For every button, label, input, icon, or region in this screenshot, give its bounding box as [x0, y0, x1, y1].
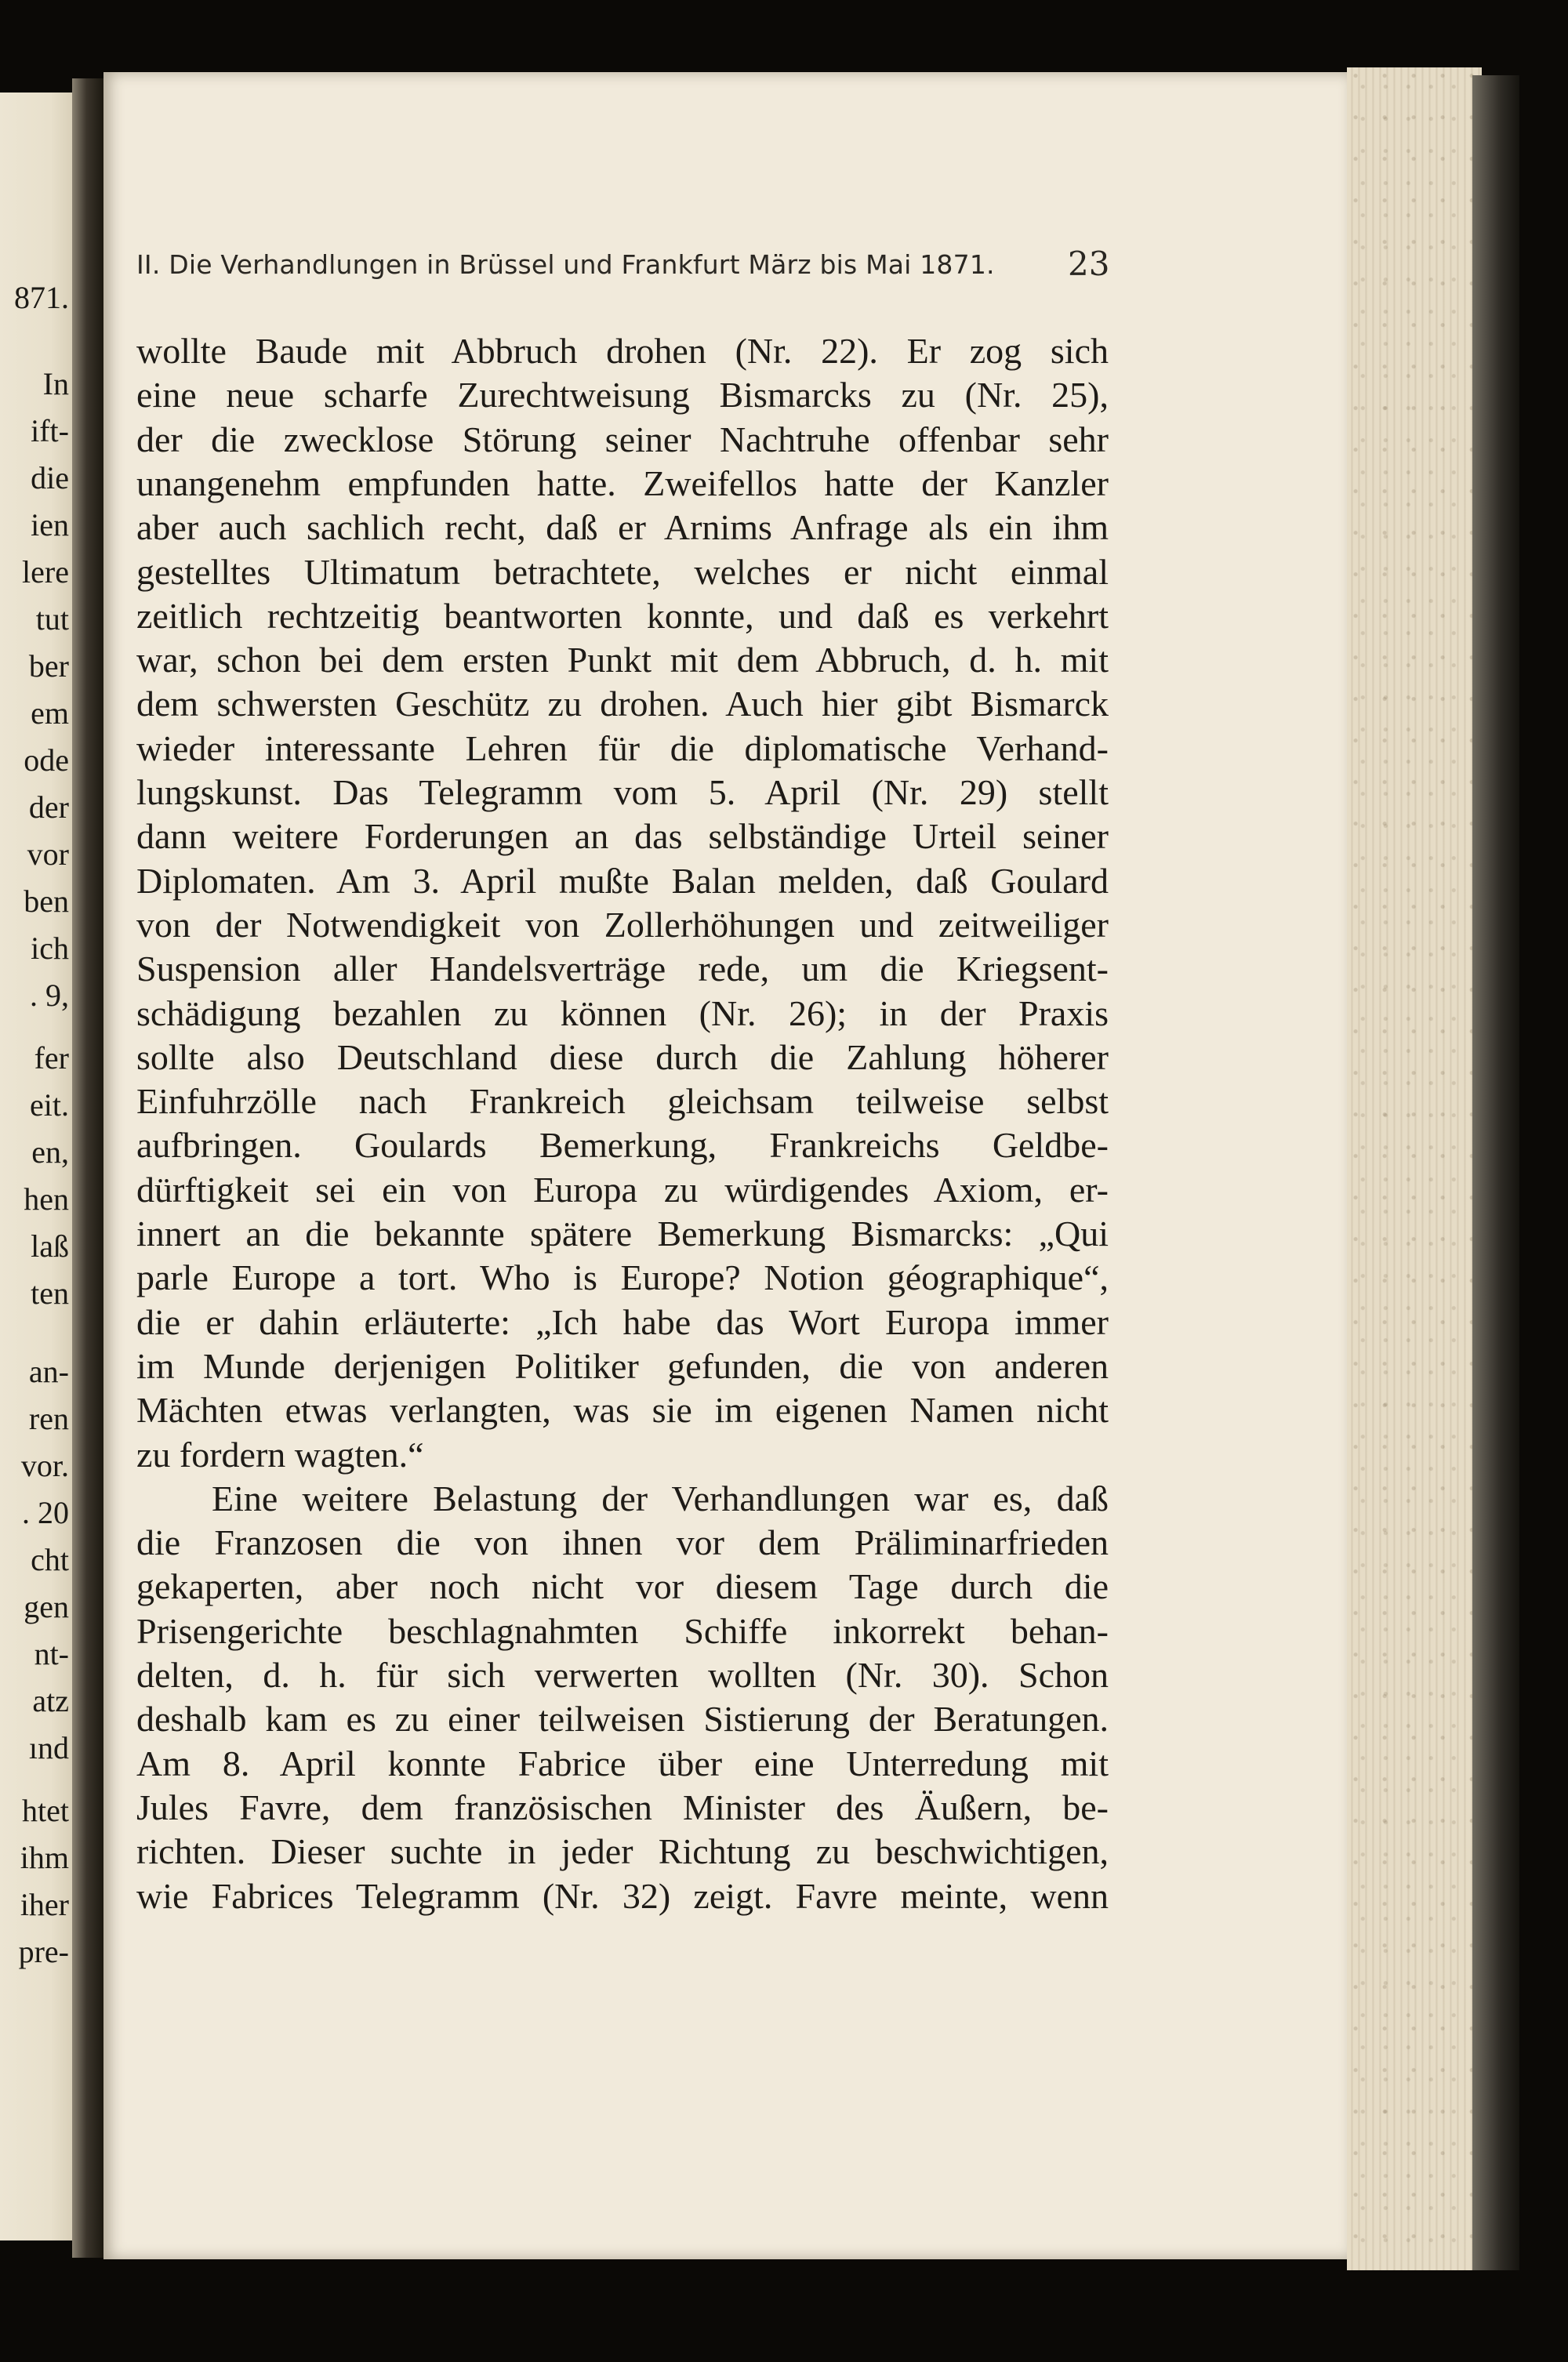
book-page-edges: [1347, 67, 1482, 2270]
book-cover-edge: [1472, 75, 1519, 2270]
previous-page-text-fragment: der: [28, 789, 69, 825]
text-line: wie Fabrices Telegramm (Nr. 32) zeigt. Favre meinte, wenn: [136, 1876, 1109, 1916]
previous-page-text-fragment: ten: [31, 1275, 69, 1311]
text-line: zu fordern wagten.“: [136, 1435, 424, 1475]
text-line: innert an die bekannte spätere Bemerkung Bismarcks: „Qui: [136, 1214, 1109, 1254]
text-line: Mächten etwas verlangten, was sie im eigenen Namen nicht: [136, 1390, 1109, 1430]
previous-page-text-fragment: iher: [20, 1887, 69, 1922]
text-line: dem schwersten Geschütz zu drohen. Auch hier gibt Bismarck: [136, 684, 1109, 724]
text-line: zeitlich rechtzeitig beantworten konnte, und daß es verkehrt: [136, 596, 1109, 636]
previous-page-text-fragment: vor.: [20, 1448, 69, 1483]
running-head: II. Die Verhandlungen in Brüssel und Frankfurt März bis Mai 1871.: [136, 249, 995, 280]
previous-page-text-fragment: vor: [27, 836, 69, 872]
text-line: Eine weitere Belastung der Verhandlungen war es, daß: [212, 1479, 1109, 1518]
text-line: der die zwecklose Störung seiner Nachtruhe offenbar sehr: [136, 419, 1109, 459]
previous-page-text-fragment: en,: [31, 1134, 69, 1170]
text-line: Jules Favre, dem französischen Minister des Äußern, be-: [136, 1787, 1109, 1827]
text-line: gestelltes Ultimatum betrachtete, welches er nicht einmal: [136, 552, 1109, 592]
text-line: war, schon bei dem ersten Punkt mit dem Abbruch, d. h. mit: [136, 640, 1109, 680]
previous-page-fragment: [0, 93, 72, 2240]
text-line: die er dahin erläuterte: „Ich habe das Wort Europa immer: [136, 1302, 1109, 1342]
previous-page-text-fragment: ben: [24, 883, 69, 919]
previous-page-text-fragment: tut: [35, 601, 69, 637]
text-line: aber auch sachlich recht, daß er Arnims Anfrage als ein ihm: [136, 507, 1109, 547]
text-line: Diplomaten. Am 3. April mußte Balan melden, daß Goulard: [136, 861, 1109, 901]
previous-page-text-fragment: an-: [28, 1354, 69, 1389]
text-line: von der Notwendigkeit von Zollerhöhungen und zeitweiliger: [136, 905, 1109, 945]
previous-page-text-fragment: ien: [31, 507, 69, 542]
text-line: delten, d. h. für sich verwerten wollten (Nr. 30). Schon: [136, 1655, 1109, 1695]
text-line: die Franzosen die von ihnen vor dem Präliminarfrieden: [136, 1522, 1109, 1562]
previous-page-text-fragment: atz: [32, 1683, 69, 1718]
previous-page-text-fragment: ich: [31, 931, 69, 966]
text-line: dürftigkeit sei ein von Europa zu würdigendes Axiom, er-: [136, 1170, 1109, 1210]
previous-page-text-fragment: hen: [24, 1181, 69, 1217]
previous-page-text-fragment: ber: [28, 648, 69, 684]
text-line: aufbringen. Goulards Bemerkung, Frankreichs Geldbe-: [136, 1125, 1109, 1165]
previous-page-text-fragment: fer: [34, 1040, 69, 1076]
text-line: sollte also Deutschland diese durch die Zahlung höherer: [136, 1037, 1109, 1077]
previous-page-text-fragment: ode: [24, 742, 69, 778]
text-line: wieder interessante Lehren für die diplomatische Verhand-: [136, 728, 1109, 768]
previous-page-text-fragment: eit.: [30, 1087, 69, 1123]
previous-page-text-fragment: 871.: [14, 280, 69, 315]
text-line: unangenehm empfunden hatte. Zweifellos hatte der Kanzler: [136, 463, 1109, 503]
previous-page-text-fragment: laß: [31, 1228, 69, 1264]
previous-page-text-fragment: die: [31, 460, 69, 495]
previous-page-text-fragment: . 9,: [30, 978, 69, 1013]
text-line: Prisengerichte beschlagnahmten Schiffe inkorrekt behan-: [136, 1611, 1109, 1651]
page-number: 23: [1068, 245, 1110, 283]
previous-page-text-fragment: em: [31, 695, 69, 731]
text-line: deshalb kam es zu einer teilweisen Sistierung der Beratungen.: [136, 1699, 1109, 1739]
text-line: wollte Baude mit Abbruch drohen (Nr. 22). Er zog sich: [136, 331, 1109, 371]
text-line: Einfuhrzölle nach Frankreich gleichsam teilweise selbst: [136, 1081, 1109, 1121]
previous-page-text-fragment: gen: [24, 1589, 69, 1624]
previous-page-text-fragment: htet: [22, 1793, 69, 1828]
previous-page-text-fragment: ınd: [28, 1730, 69, 1765]
text-line: im Munde derjenigen Politiker gefunden, die von anderen: [136, 1346, 1109, 1386]
previous-page-text-fragment: cht: [31, 1542, 69, 1577]
text-line: eine neue scharfe Zurechtweisung Bismarcks zu (Nr. 25),: [136, 375, 1109, 415]
previous-page-text-fragment: ift-: [31, 413, 69, 448]
text-line: Suspension aller Handelsverträge rede, um die Kriegsent-: [136, 949, 1109, 989]
text-line: schädigung bezahlen zu können (Nr. 26); in der Praxis: [136, 993, 1109, 1033]
text-line: Am 8. April konnte Fabrice über eine Unterredung mit: [136, 1743, 1109, 1783]
text-line: gekaperten, aber noch nicht vor diesem Tage durch die: [136, 1566, 1109, 1606]
previous-page-text-fragment: ren: [28, 1401, 69, 1436]
text-line: richten. Dieser suchte in jeder Richtung zu beschwichtigen,: [136, 1831, 1109, 1871]
text-line: parle Europe a tort. Who is Europe? Notion géographique“,: [136, 1257, 1109, 1297]
previous-page-text-fragment: In: [42, 366, 69, 401]
previous-page-text-fragment: . 20: [22, 1495, 69, 1530]
previous-page-text-fragment: pre-: [18, 1934, 69, 1969]
text-line: dann weitere Forderungen an das selbständige Urteil seiner: [136, 816, 1109, 856]
text-line: lungskunst. Das Telegramm vom 5. April (Nr. 29) stellt: [136, 772, 1109, 812]
previous-page-text-fragment: nt-: [34, 1636, 69, 1671]
previous-page-text-fragment: ihm: [20, 1840, 69, 1875]
previous-page-text-fragment: lere: [22, 554, 69, 590]
